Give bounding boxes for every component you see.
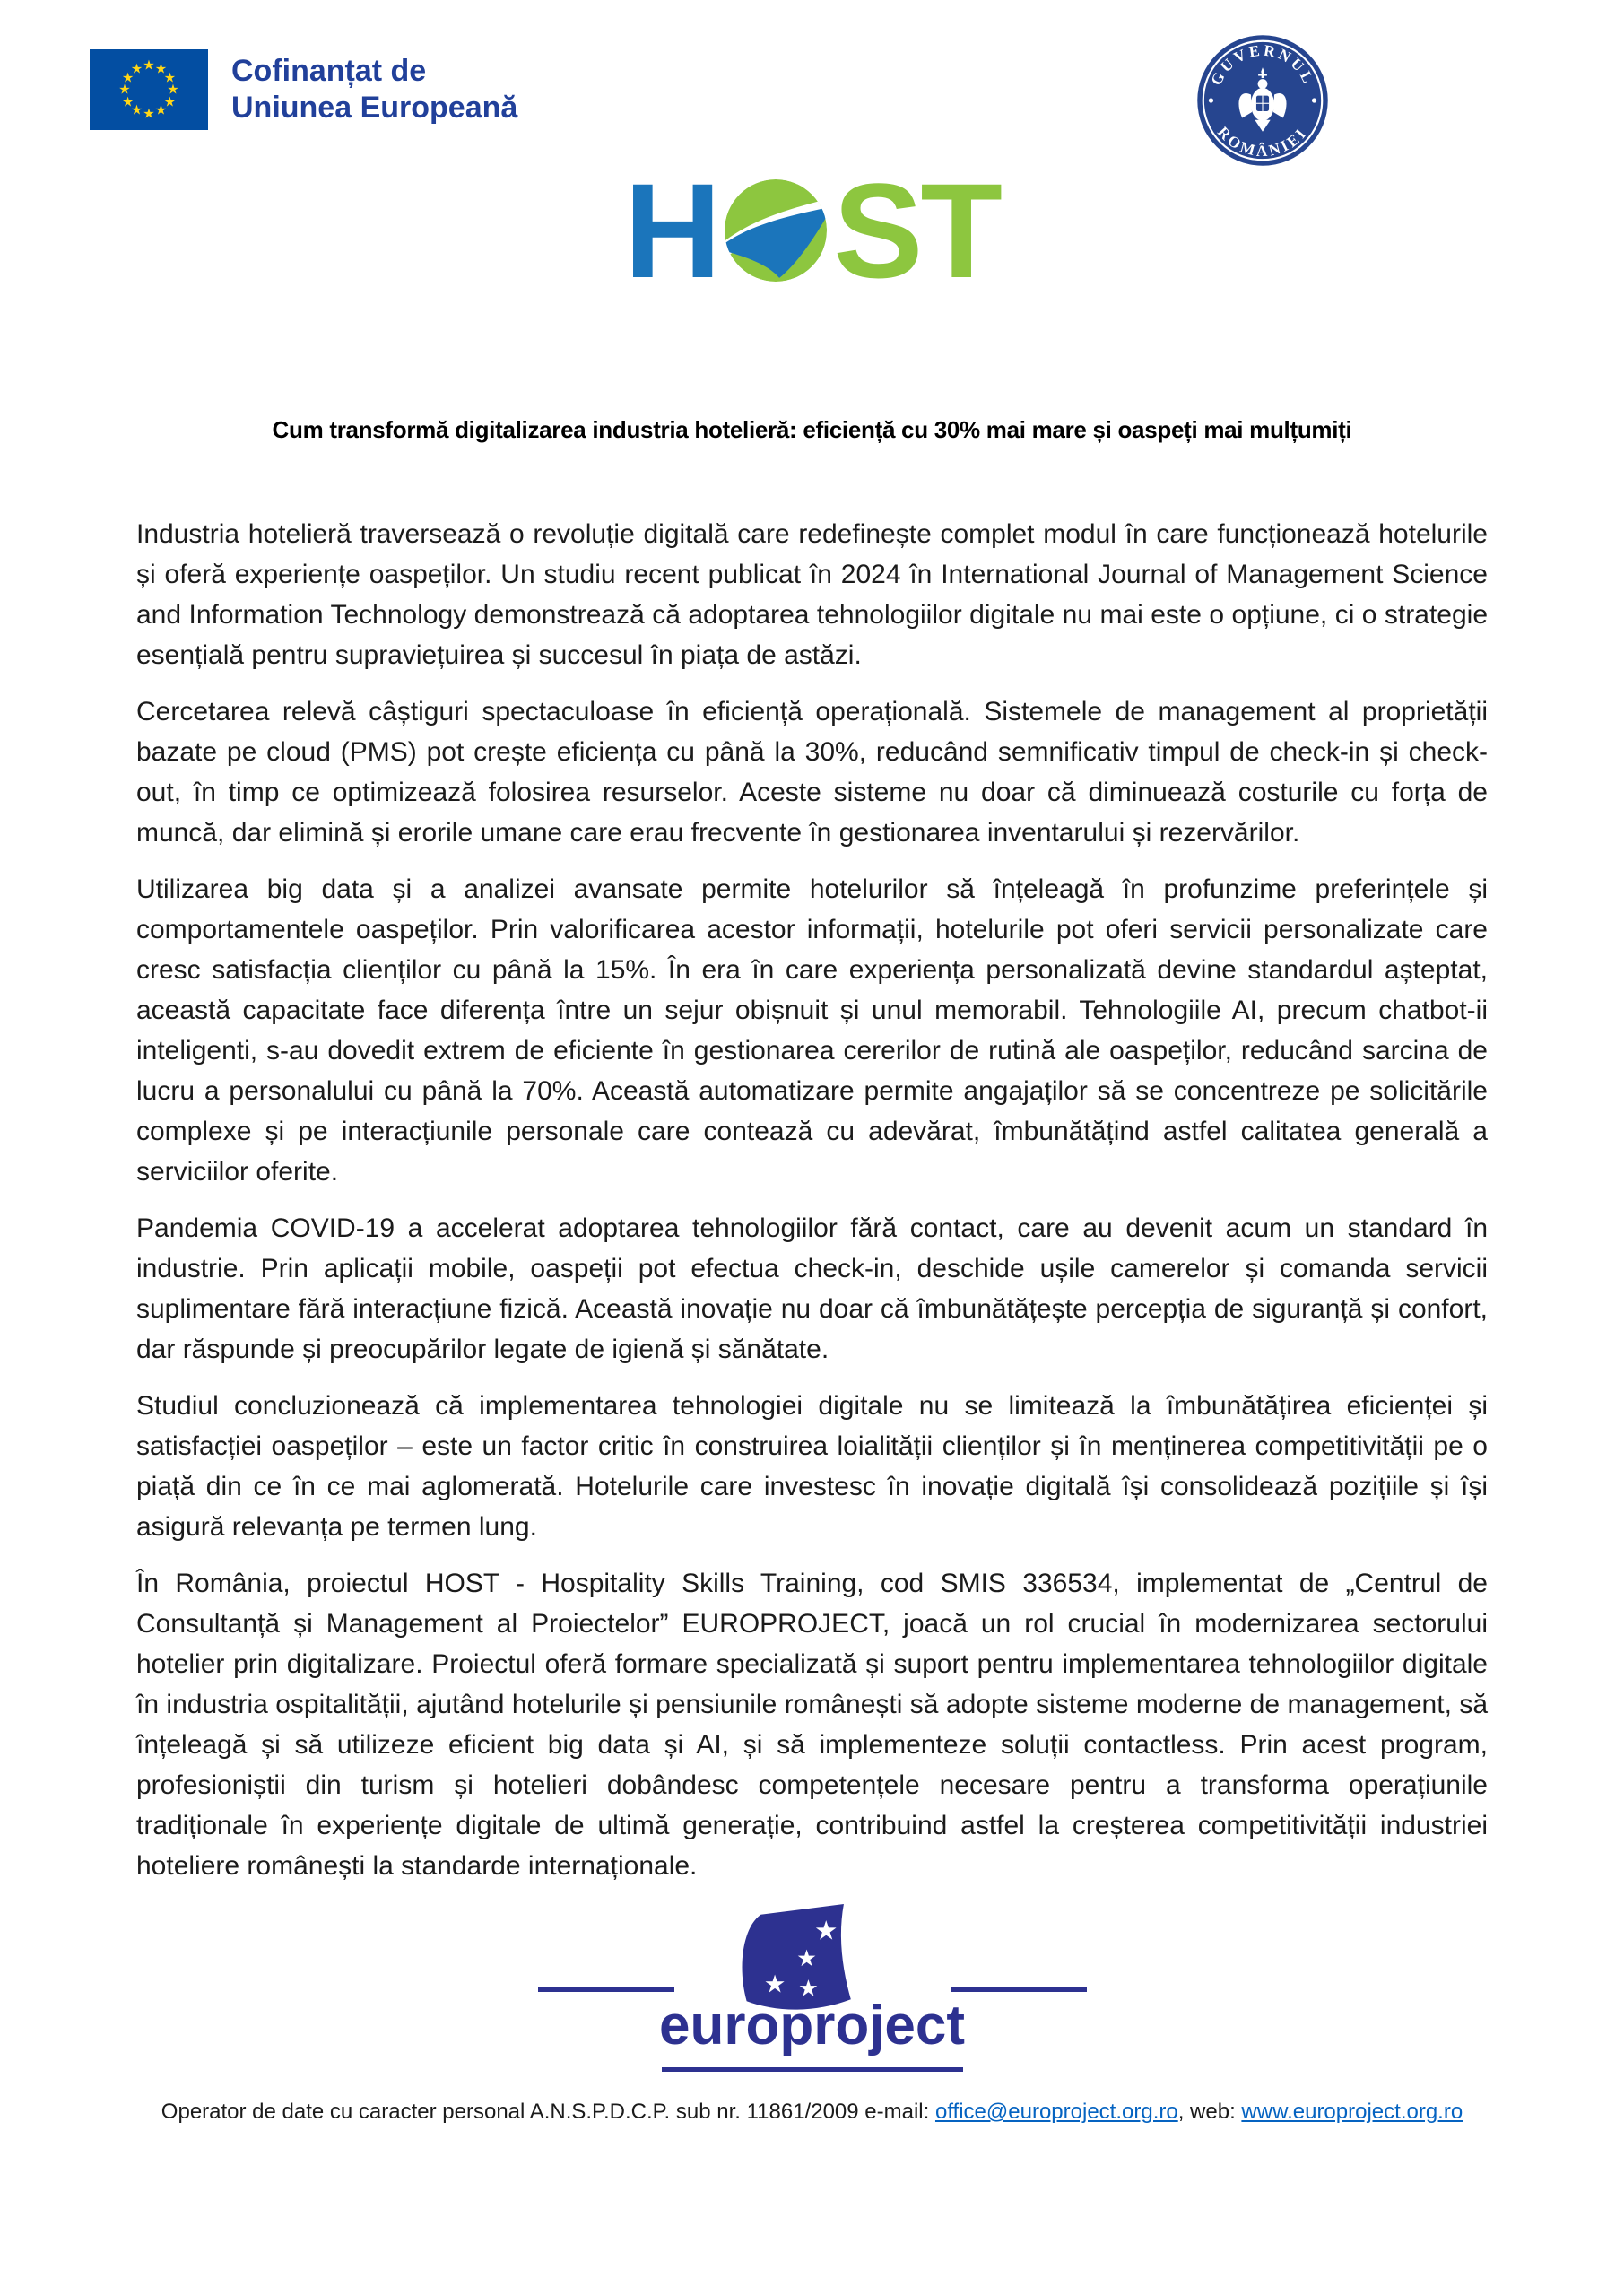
europroject-left-rule [538,1987,674,1992]
footer-web-link[interactable]: www.europroject.org.ro [1241,2100,1463,2124]
svg-text:★: ★ [797,1976,819,2002]
svg-text:★: ★ [795,1945,817,1971]
paragraph-5: Studiul concluzionează că implementarea tehnologiei digitale nu se limitează la îmbunătățirea eficienței și satisfacției oaspeților – este un factor critic în construirea loialității clienților și în menținerea competitivității pe o piață din ce în ce mai aglomerată. Hotelurile care investesc în inovație digitală își consolidează pozițiile și își asigură relevanța pe termen lung. [136,1391,1488,1542]
eu-star-icon: ★ [154,102,168,118]
eu-flag-icon [90,49,208,130]
svg-text:★: ★ [813,1916,838,1946]
host-o-globe-icon [725,179,827,282]
eu-cofunding-line2: Uniunea Europeană [231,91,518,125]
svg-text:★: ★ [763,1970,786,1998]
europroject-right-rule [951,1987,1087,1992]
eu-star-icon: ★ [154,61,168,77]
eu-cofunding-line1: Cofinanțat de [231,53,427,88]
host-letters-st: ST [833,155,1000,306]
eu-star-icon: ★ [143,57,155,74]
paragraph-1: Industria hotelieră traversează o revoluție digitală care redefinește complet modul în care funcționează hotelurile și oferă experiențe oaspeților. Un studiu recent publicat în 2024 în International Journal of Management Science and Information Technology demonstrează că adoptarea tehnologiilor digitale nu mai este o opțiune, ci o strategie esențială pentru supraviețuirea și succesul în piața de astăzi. [136,519,1488,670]
gov-logo-text-top: GUVERNUL [1207,41,1318,89]
footer-text: Operator de date cu caracter personal A.N.S.P.D.C.P. sub nr. 11861/2009 e-mail: [161,2100,935,2124]
eu-star-icon: ★ [163,94,177,109]
footer-email-link[interactable]: office@europroject.org.ro [934,2100,1178,2124]
eu-star-icon: ★ [163,70,177,85]
footer [136,2100,1488,2125]
eu-star-icon: ★ [167,82,179,98]
paragraph-4: Pandemia COVID-19 a accelerat adoptarea tehnologiilor fără contact, care au devenit acum un standard în industrie. Prin aplicații mobile, oaspeții pot efectua check-in, deschide ușile camerelor și comanda servicii suplimentare fără interacțiune fizică. Această inovație nu doar că îmbunătățește percepția de siguranță și confort, dar răspunde și preocupărilor legate de igienă și sănătate. [136,1213,1488,1364]
europroject-logo [525,1902,1099,2087]
guvernul-romaniei-logo [1194,32,1331,169]
eu-star-icon: ★ [143,106,155,122]
paragraph-3: Utilizarea big data și a analizei avansate permite hotelurilor să înțeleagă în profunzime preferințele și comportamentele oaspeților. Prin valorificarea acestor informații, hotelurile pot oferi servicii personalizate care cresc satisfacția clienților cu până la 15%. În era în care experiența personalizată devine standardul așteptat, această capacitate face diferența între un sejur obișnuit și unul memorabil. Tehnologiile AI, precum chatbot-ii inteligenti, s-au dovedit extrem de eficiente în gestionarea cererilor de rutină ale oaspeților, reducând sarcina de lucru a personalului cu până la 70%. Această automatizare permite angajaților să se concentreze pe solicitările complexe și pe interacțiunile personale care contează cu adevărat, îmbunătățind astfel calitatea generală a serviciilor oferite. [136,874,1488,1187]
footer-separator: , web: [1177,2100,1242,2124]
eu-cofunding-label [231,53,517,127]
eu-star-icon: ★ [130,102,143,118]
europroject-underline-rule [662,2067,963,2072]
paragraph-6: În România, proiectul HOST - Hospitality Skills Training, cod SMIS 336534, implementat de „Centrul de Consultanță și Management al Proiectelor” EUROPROJECT, joacă un rol crucial în modernizarea sectorului hotelier prin digitalizare. Proiectul oferă formare specializată și suport pentru implementarea tehnologiilor digitale în industria ospitalității, ajutând hotelurile și pensiunile românești să adopte sisteme moderne de management, să înțeleagă și să utilizeze eficient big data și AI, și să implementeze soluții contactless. Prin acest program, profesioniștii din turism și hotelieri dobândesc competențele necesare pentru a transforma operațiunile tradiționale în experiențe digitale de ultimă generație, contribuind astfel la creșterea competitivității industriei hoteliere românești la standarde internaționale. [136,1569,1488,1881]
paragraph-2: Cercetarea relevă câștiguri spectaculoase în eficiență operațională. Sistemele de management al proprietății bazate pe cloud (PMS) pot crește eficiența cu până la 30%, reducând semnificativ timpul de check-in și check-out, în timp ce optimizează folosirea resurselor. Aceste sisteme nu doar că diminuează costurile cu forța de muncă, dar elimină și erorile umane care erau frecvente în gestionarea inventarului și rezervărilor. [136,697,1488,848]
host-letter-h: H [623,155,719,306]
eu-star-icon: ★ [121,70,135,85]
eu-star-icon: ★ [118,82,131,98]
europroject-wordmark: europroject [658,1995,966,2057]
article-title: Cum transformă digitalizarea industria hotelieră: eficiență cu 30% mai mare și oaspeți mai mulțumiți [272,416,1352,443]
gov-logo-text-bottom: ROMÂNIEI [1213,123,1311,161]
eu-cofunding-logo [90,49,517,130]
host-logo [0,155,1624,306]
eu-star-icon: ★ [121,94,135,109]
eu-star-icon: ★ [130,61,143,77]
